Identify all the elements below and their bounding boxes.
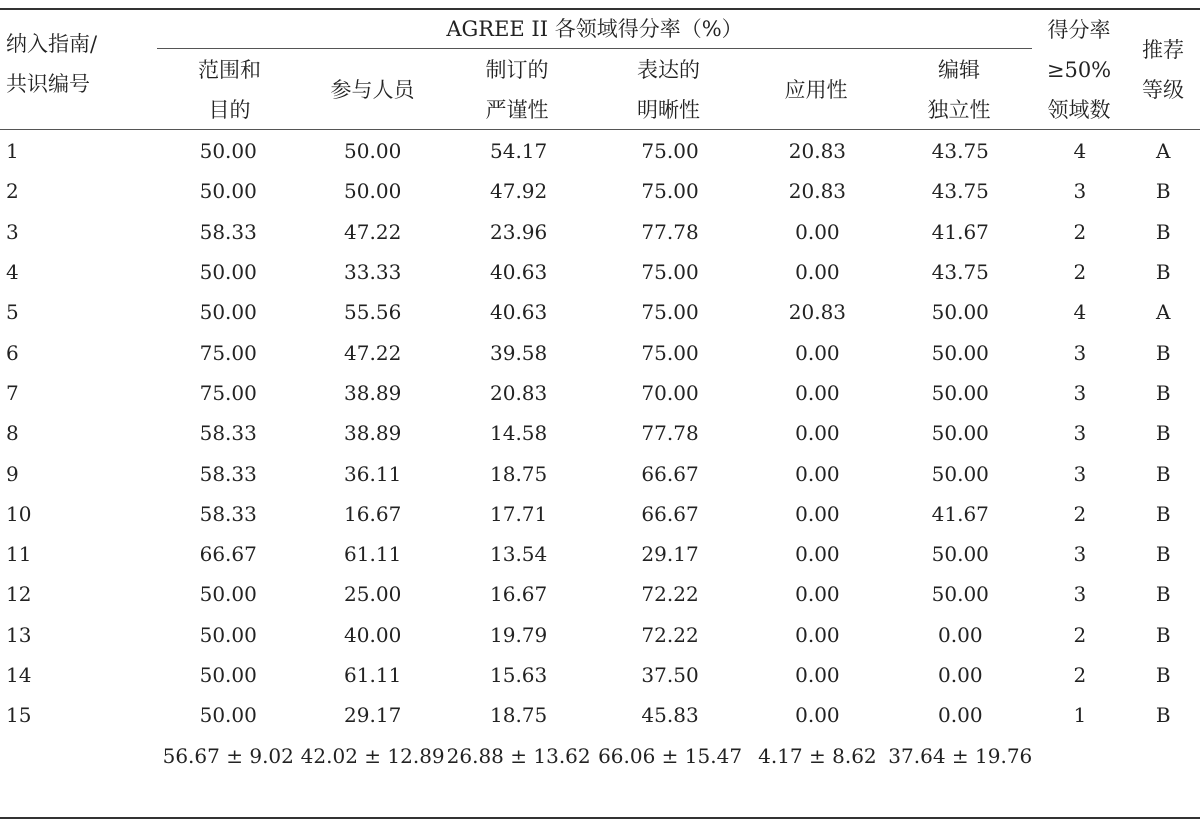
cell-guideline-id: 6 [6, 340, 19, 365]
summary-row [0, 735, 1200, 775]
cell-clarity: 37.50 [641, 663, 699, 687]
scores-table [0, 131, 1200, 776]
table-row [0, 655, 1200, 695]
table-bottom-rule [0, 817, 1200, 819]
cell-guideline-id: 2 [6, 179, 19, 204]
cell-scope-purpose: 50.00 [199, 179, 257, 204]
cell-stakeholder: 38.89 [344, 380, 402, 405]
header-domain-rigour-line-2: 严谨性 [485, 98, 549, 122]
cell-applicability: 20.83 [788, 300, 847, 325]
table-row [0, 212, 1200, 252]
summary-rigour: 26.88 ± 13.62 [446, 743, 591, 768]
table-row [0, 534, 1200, 574]
cell-clarity: 72.22 [641, 622, 699, 647]
cell-independence: 50.00 [931, 421, 989, 446]
header-id-column [6, 24, 97, 104]
table-row [0, 453, 1200, 493]
cell-grade: A [1156, 300, 1171, 325]
cell-domains-over-50: 3 [1073, 461, 1087, 486]
cell-scope-purpose: 50.00 [199, 139, 257, 164]
cell-domains-over-50: 2 [1073, 663, 1087, 687]
cell-domains-over-50: 2 [1073, 622, 1087, 647]
header-grade-column [1126, 30, 1200, 110]
summary-domains-over-50 [1033, 735, 1126, 775]
header-domain-applicability-line-1: 应用性 [784, 78, 848, 102]
header-id-line-1: 纳入指南/ [6, 32, 98, 56]
cell-guideline-id: 15 [6, 703, 32, 728]
cell-stakeholder: 38.89 [344, 421, 402, 446]
scores-table-body [0, 131, 1200, 776]
table-row [0, 252, 1200, 292]
cell-grade: B [1155, 582, 1171, 607]
cell-domains-over-50: 2 [1073, 219, 1087, 244]
cell-guideline-id: 8 [6, 421, 19, 446]
cell-domains-over-50: 3 [1073, 421, 1087, 446]
cell-rigour: 54.17 [490, 139, 548, 164]
cell-applicability: 0.00 [795, 380, 840, 405]
cell-independence: 50.00 [931, 300, 989, 325]
cell-domains-over-50: 3 [1073, 542, 1087, 567]
summary-clarity: 66.06 ± 15.47 [598, 743, 743, 768]
summary-independence: 37.64 ± 19.76 [888, 743, 1033, 768]
cell-independence: 0.00 [938, 622, 983, 647]
cell-applicability: 0.00 [795, 461, 840, 486]
cell-domains-over-50: 3 [1073, 179, 1087, 204]
cell-clarity: 29.17 [641, 542, 699, 567]
cell-grade: B [1155, 501, 1171, 526]
table-row [0, 413, 1200, 453]
summary-applicability: 4.17 ± 8.62 [758, 743, 877, 768]
header-count-line-2: ≥50% [1046, 58, 1112, 82]
cell-scope-purpose: 50.00 [199, 703, 257, 728]
cell-clarity: 66.67 [641, 501, 699, 526]
table-row [0, 695, 1200, 735]
header-domain-rigour [443, 50, 591, 130]
cell-stakeholder: 55.56 [344, 300, 402, 325]
cell-guideline-id: 13 [6, 622, 32, 647]
cell-rigour: 20.83 [490, 380, 548, 405]
table-row [0, 131, 1200, 171]
header-domain-independence [886, 50, 1032, 130]
cell-clarity: 75.00 [641, 300, 699, 325]
cell-domains-over-50: 4 [1073, 139, 1087, 164]
cell-independence: 50.00 [931, 542, 989, 567]
cell-guideline-id: 7 [6, 380, 19, 405]
cell-stakeholder: 50.00 [344, 139, 402, 164]
cell-stakeholder: 40.00 [344, 622, 402, 647]
cell-grade: B [1155, 421, 1171, 446]
cell-rigour: 18.75 [490, 703, 548, 728]
cell-domains-over-50: 4 [1073, 300, 1087, 325]
cell-independence: 41.67 [931, 219, 989, 244]
cell-clarity: 75.00 [641, 260, 699, 285]
header-count-line-1: 得分率 [1047, 18, 1111, 42]
cell-guideline-id: 12 [6, 582, 32, 607]
cell-guideline-id: 10 [6, 501, 32, 526]
header-domain-stakeholder-line-1: 参与人员 [330, 78, 415, 102]
cell-grade: B [1155, 219, 1171, 244]
cell-clarity: 72.22 [641, 582, 699, 607]
header-count-column [1032, 10, 1126, 130]
cell-grade: B [1155, 461, 1171, 486]
header-domain-clarity-line-2: 明晰性 [637, 98, 700, 122]
cell-independence: 43.75 [931, 179, 989, 204]
cell-rigour: 15.63 [490, 663, 548, 687]
cell-applicability: 20.83 [788, 139, 847, 164]
header-domain-clarity [591, 50, 746, 130]
cell-domains-over-50: 3 [1073, 582, 1087, 607]
header-domain-scope-line-2: 目的 [208, 98, 251, 122]
cell-grade: B [1155, 542, 1171, 567]
cell-applicability: 0.00 [795, 340, 840, 365]
cell-scope-purpose: 58.33 [199, 501, 257, 526]
cell-rigour: 18.75 [490, 461, 548, 486]
cell-independence: 43.75 [931, 260, 989, 285]
cell-clarity: 75.00 [641, 139, 699, 164]
cell-rigour: 13.54 [490, 542, 548, 567]
header-domain-independence-line-1: 编辑 [938, 58, 980, 82]
cell-scope-purpose: 50.00 [199, 300, 257, 325]
cell-grade: A [1156, 139, 1171, 164]
header-domain-clarity-line-1: 表达的 [637, 58, 700, 82]
cell-rigour: 40.63 [490, 300, 548, 325]
cell-grade: B [1155, 179, 1171, 204]
cell-domains-over-50: 3 [1073, 380, 1087, 405]
cell-rigour: 23.96 [490, 219, 548, 244]
cell-clarity: 77.78 [641, 421, 699, 446]
summary-grade [1127, 735, 1200, 775]
cell-scope-purpose: 58.33 [199, 421, 257, 446]
header-domain-scope [157, 50, 302, 130]
cell-applicability: 0.00 [795, 421, 840, 446]
table-row [0, 494, 1200, 534]
cell-applicability: 20.83 [788, 179, 847, 204]
cell-applicability: 0.00 [795, 219, 840, 244]
cell-rigour: 17.71 [490, 501, 548, 526]
cell-independence: 50.00 [931, 340, 989, 365]
cell-applicability: 0.00 [795, 501, 840, 526]
cell-scope-purpose: 50.00 [199, 663, 257, 687]
cell-scope-purpose: 75.00 [199, 380, 257, 405]
cell-guideline-id: 4 [6, 260, 19, 285]
cell-independence: 41.67 [931, 501, 989, 526]
summary-scope-purpose: 56.67 ± 9.02 [162, 743, 294, 768]
header-count-line-3: 领域数 [1047, 98, 1111, 122]
cell-independence: 50.00 [931, 461, 989, 486]
cell-guideline-id: 1 [6, 139, 19, 164]
table-row [0, 574, 1200, 614]
cell-stakeholder: 33.33 [344, 260, 402, 285]
cell-applicability: 0.00 [795, 622, 840, 647]
cell-stakeholder: 29.17 [344, 703, 402, 728]
header-domain-rigour-line-1: 制订的 [485, 58, 549, 82]
cell-guideline-id: 5 [6, 300, 19, 325]
cell-grade: B [1155, 703, 1171, 728]
header-id-line-2: 共识编号 [6, 72, 90, 96]
cell-stakeholder: 47.22 [344, 219, 402, 244]
table-row [0, 332, 1200, 372]
cell-rigour: 47.92 [490, 179, 548, 204]
cell-scope-purpose: 50.00 [199, 582, 257, 607]
cell-guideline-id: 11 [6, 542, 32, 567]
cell-domains-over-50: 2 [1073, 501, 1087, 526]
cell-stakeholder: 50.00 [344, 179, 402, 204]
cell-clarity: 75.00 [641, 179, 699, 204]
cell-domains-over-50: 1 [1073, 703, 1087, 728]
cell-grade: B [1155, 340, 1171, 365]
header-domain-scope-line-1: 范围和 [198, 58, 261, 82]
summary-stakeholder: 42.02 ± 12.89 [300, 743, 445, 768]
table-row [0, 615, 1200, 655]
cell-clarity: 77.78 [641, 219, 699, 244]
cell-rigour: 14.58 [490, 421, 548, 446]
cell-scope-purpose: 66.67 [199, 542, 257, 567]
cell-independence: 43.75 [931, 139, 989, 164]
cell-scope-purpose: 58.33 [199, 219, 257, 244]
cell-independence: 0.00 [938, 703, 983, 728]
cell-applicability: 0.00 [795, 260, 840, 285]
cell-clarity: 66.67 [641, 461, 699, 486]
header-agree-group-title: AGREE II 各领域得分率（%） [446, 17, 743, 41]
cell-rigour: 19.79 [490, 622, 548, 647]
cell-domains-over-50: 3 [1073, 340, 1087, 365]
table-row [0, 171, 1200, 211]
header-bottom-rule [0, 129, 1200, 130]
header-group-underline [157, 48, 1032, 49]
cell-rigour: 39.58 [490, 340, 548, 365]
cell-guideline-id: 14 [6, 663, 32, 687]
cell-scope-purpose: 75.00 [199, 340, 257, 365]
cell-clarity: 70.00 [641, 380, 699, 405]
cell-rigour: 16.67 [490, 582, 548, 607]
table-row [0, 292, 1200, 332]
summary-guideline-id [0, 735, 156, 775]
header-domain-independence-line-2: 独立性 [927, 98, 991, 122]
cell-independence: 50.00 [931, 582, 989, 607]
header-grade-line-2: 等级 [1142, 78, 1184, 102]
cell-domains-over-50: 2 [1073, 260, 1087, 285]
cell-stakeholder: 16.67 [344, 501, 402, 526]
header-domain-stakeholder [302, 70, 443, 110]
cell-clarity: 75.00 [641, 340, 699, 365]
cell-applicability: 0.00 [795, 542, 840, 567]
cell-applicability: 0.00 [795, 663, 840, 687]
cell-stakeholder: 25.00 [344, 582, 402, 607]
cell-stakeholder: 61.11 [344, 542, 402, 567]
header-grade-line-1: 推荐 [1142, 38, 1184, 62]
cell-scope-purpose: 50.00 [199, 260, 257, 285]
cell-independence: 0.00 [938, 663, 983, 687]
cell-guideline-id: 3 [6, 219, 19, 244]
cell-stakeholder: 61.11 [344, 663, 402, 687]
cell-stakeholder: 36.11 [344, 461, 402, 486]
cell-guideline-id: 9 [6, 461, 19, 486]
cell-scope-purpose: 50.00 [199, 622, 257, 647]
table-row [0, 373, 1200, 413]
cell-applicability: 0.00 [795, 582, 840, 607]
cell-grade: B [1155, 380, 1171, 405]
cell-grade: B [1155, 622, 1171, 647]
header-domain-applicability [746, 70, 886, 110]
cell-rigour: 40.63 [490, 260, 548, 285]
cell-independence: 50.00 [931, 380, 989, 405]
cell-applicability: 0.00 [795, 703, 840, 728]
cell-stakeholder: 47.22 [344, 340, 402, 365]
cell-grade: B [1155, 663, 1171, 687]
cell-grade: B [1155, 260, 1171, 285]
cell-scope-purpose: 58.33 [199, 461, 257, 486]
cell-clarity: 45.83 [641, 703, 699, 728]
